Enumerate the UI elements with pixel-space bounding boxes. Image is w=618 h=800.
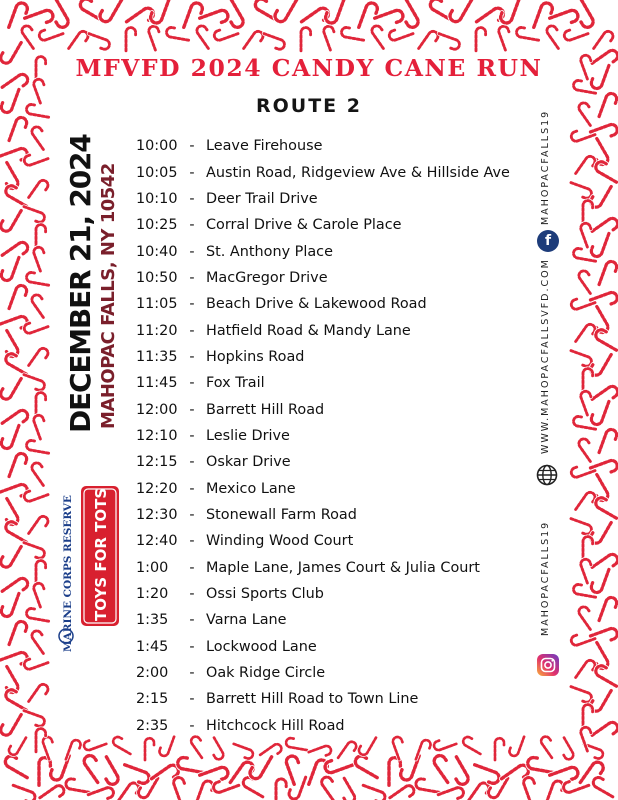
schedule-row xyxy=(136,317,536,343)
candy-cane-icon xyxy=(0,205,21,233)
stop-location: Austin Road, Ridgeview Ave & Hillside Ave xyxy=(206,164,510,181)
stop-location: Winding Wood Court xyxy=(206,533,354,550)
candy-cane-icon xyxy=(30,125,51,150)
stop-location: Maple Lane, James Court & Julia Court xyxy=(206,559,480,576)
candy-cane-icon xyxy=(415,778,441,792)
candy-cane-icon xyxy=(324,0,344,25)
stop-location: Ossi Sports Club xyxy=(206,586,324,603)
separator-dash: - xyxy=(189,322,195,339)
schedule-row xyxy=(136,238,536,264)
candy-cane-icon xyxy=(320,775,342,800)
stop-location: MacGregor Drive xyxy=(206,269,328,286)
facebook-handle[interactable]: MAHOPACFALLS19 xyxy=(540,109,551,225)
page-title: MFVFD 2024 CANDY CANE RUN xyxy=(75,54,543,82)
schedule-row xyxy=(136,713,536,739)
candy-cane-icon xyxy=(599,596,618,624)
candy-cane-icon xyxy=(26,440,51,453)
candy-cane-icon xyxy=(29,682,50,707)
candy-cane-icon xyxy=(570,462,595,479)
candy-cane-icon xyxy=(594,328,618,350)
separator-dash: - xyxy=(189,506,195,523)
candy-cane-icon xyxy=(4,520,32,542)
schedule-row xyxy=(136,186,536,212)
candy-cane-icon xyxy=(29,346,50,371)
schedule-row xyxy=(136,660,536,686)
candy-cane-icon xyxy=(599,428,618,456)
candy-cane-icon xyxy=(149,0,169,25)
stop-time: 11:35 xyxy=(136,348,178,365)
candy-cane-icon xyxy=(32,246,49,271)
schedule-row xyxy=(136,475,536,501)
stop-time: 12:10 xyxy=(136,427,178,444)
candy-cane-icon xyxy=(583,369,593,392)
stop-time: 12:30 xyxy=(136,506,178,523)
candy-cane-icon xyxy=(26,608,51,621)
toys-for-tots-wordmark xyxy=(81,486,119,626)
stop-location: Stonewall Farm Road xyxy=(206,506,357,523)
schedule-row xyxy=(136,555,536,581)
separator-dash: - xyxy=(189,559,195,576)
candy-cane-icon xyxy=(583,537,593,560)
globe-icon[interactable] xyxy=(536,464,558,486)
candy-cane-icon xyxy=(112,735,135,754)
candy-cane-icon xyxy=(83,735,107,751)
candy-cane-icon xyxy=(594,160,618,182)
stop-location: Leslie Drive xyxy=(206,427,290,444)
candy-cane-icon xyxy=(335,778,356,800)
candy-cane-icon xyxy=(145,738,154,760)
candy-cane-icon xyxy=(577,437,598,462)
stop-time: 1:00 xyxy=(136,559,169,576)
separator-dash: - xyxy=(189,138,195,155)
separator-dash: - xyxy=(189,269,195,286)
candy-cane-icon xyxy=(10,785,37,800)
schedule-row xyxy=(136,265,536,291)
stop-time: 2:00 xyxy=(136,665,169,682)
website-link[interactable]: WWW.MAHOPACFALLSVFD.COM xyxy=(540,258,551,454)
stop-location: Hopkins Road xyxy=(206,348,305,365)
stop-time: 1:20 xyxy=(136,586,169,603)
schedule-row xyxy=(136,449,536,475)
candy-cane-icon xyxy=(69,29,90,54)
candy-cane-icon xyxy=(285,737,308,750)
separator-dash: - xyxy=(189,243,195,260)
separator-dash: - xyxy=(189,427,195,444)
candy-cane-icon xyxy=(570,630,595,647)
candy-cane-icon xyxy=(590,398,609,426)
stop-time: 12:20 xyxy=(136,480,178,497)
stop-time: 11:05 xyxy=(136,296,178,313)
candy-cane-icon xyxy=(495,738,504,760)
stop-location: Mexico Lane xyxy=(206,480,296,497)
candy-cane-icon xyxy=(32,582,49,607)
candy-cane-icon xyxy=(30,293,51,318)
candy-cane-icon xyxy=(88,786,115,800)
candy-cane-icon xyxy=(29,514,50,539)
candy-cane-icon xyxy=(32,414,49,439)
stop-location: Barrett Hill Road xyxy=(206,401,325,418)
candy-cane-icon xyxy=(36,225,46,248)
candy-cane-icon xyxy=(546,780,564,800)
svg-text:MARINE CORPS RESERVE: MARINE CORPS RESERVE xyxy=(62,495,74,652)
stop-time: 10:40 xyxy=(136,243,178,260)
candy-cane-icon xyxy=(353,754,383,778)
candy-cane-icon xyxy=(590,230,609,258)
stop-location: Barrett Hill Road to Town Line xyxy=(206,691,419,708)
stop-time: 10:50 xyxy=(136,269,178,286)
candy-cane-icon xyxy=(568,183,593,200)
separator-dash: - xyxy=(189,348,195,365)
schedule-row xyxy=(136,634,536,660)
candy-cane-icon xyxy=(26,272,51,285)
candy-cane-icon xyxy=(568,687,593,704)
candy-cane-icon xyxy=(499,0,519,25)
toys-for-tots-logo xyxy=(54,476,124,656)
route-schedule xyxy=(136,133,536,739)
schedule-row xyxy=(136,212,536,238)
schedule-row xyxy=(136,607,536,633)
separator-dash: - xyxy=(189,665,195,682)
candy-cane-icon xyxy=(539,735,559,758)
stop-location: Beach Drive & Lakewood Road xyxy=(206,296,427,313)
candy-cane-icon xyxy=(360,785,387,800)
candy-cane-icon xyxy=(0,373,21,401)
stop-time: 10:10 xyxy=(136,190,178,207)
stop-location: Fox Trail xyxy=(206,375,265,392)
separator-dash: - xyxy=(189,454,195,471)
schedule-row xyxy=(136,133,536,159)
stop-location: Oskar Drive xyxy=(206,454,291,471)
candy-cane-icon xyxy=(579,558,596,583)
stop-location: St. Anthony Place xyxy=(206,243,333,260)
separator-dash: - xyxy=(189,586,195,603)
candy-cane-icon xyxy=(244,29,265,54)
candy-cane-icon xyxy=(497,25,514,50)
candy-cane-icon xyxy=(579,222,596,247)
event-date: DECEMBER 21, 2024 xyxy=(64,134,97,433)
candy-cane-icon xyxy=(432,753,457,782)
candy-cane-icon xyxy=(4,184,32,206)
candy-cane-icon xyxy=(273,0,297,24)
separator-dash: - xyxy=(189,691,195,708)
instagram-icon[interactable] xyxy=(537,654,559,676)
candy-cane-icon xyxy=(0,709,21,737)
candy-cane-icon xyxy=(9,452,28,480)
candy-cane-icon xyxy=(21,543,46,560)
candy-cane-icon xyxy=(579,390,596,415)
candy-cane-icon xyxy=(0,422,19,450)
candy-cane-icon xyxy=(390,784,416,800)
stop-time: 10:05 xyxy=(136,164,178,181)
candy-cane-icon xyxy=(9,620,28,648)
separator-dash: - xyxy=(189,638,195,655)
candy-cane-icon xyxy=(0,254,19,282)
separator-dash: - xyxy=(189,217,195,234)
candy-cane-icon xyxy=(7,733,26,756)
candy-cane-icon xyxy=(30,461,51,486)
candy-cane-icon xyxy=(599,260,618,288)
candy-cane-icon xyxy=(285,754,305,784)
candy-cane-icon xyxy=(65,778,91,792)
stop-location: Deer Trail Drive xyxy=(206,190,318,207)
schedule-row xyxy=(136,344,536,370)
event-location: MAHOPAC FALLS, NY 10542 xyxy=(98,163,119,429)
schedule-row xyxy=(136,528,536,554)
candy-cane-icon xyxy=(166,27,191,40)
schedule-row xyxy=(136,502,536,528)
marine-corps-reserve-text xyxy=(62,495,74,652)
candy-cane-icon xyxy=(0,590,19,618)
candy-cane-icon xyxy=(9,284,28,312)
stop-time: 12:15 xyxy=(136,454,178,471)
candy-cane-icon xyxy=(438,786,465,800)
candy-cane-icon xyxy=(98,0,122,24)
candy-cane-icon xyxy=(206,738,225,761)
candy-cane-icon xyxy=(341,27,366,40)
candy-cane-icon xyxy=(591,776,617,797)
separator-dash: - xyxy=(189,533,195,550)
schedule-row xyxy=(136,396,536,422)
candy-cane-icon xyxy=(590,566,609,594)
candy-cane-icon xyxy=(594,496,618,518)
schedule-row xyxy=(136,291,536,317)
stop-time: 11:20 xyxy=(136,322,178,339)
schedule-row xyxy=(136,581,536,607)
candy-cane-icon xyxy=(82,753,107,782)
candy-cane-icon xyxy=(36,393,46,416)
separator-dash: - xyxy=(189,296,195,313)
candy-cane-icon xyxy=(21,711,46,728)
candy-cane-icon xyxy=(522,776,540,800)
candy-cane-icon xyxy=(568,351,593,368)
candy-cane-icon xyxy=(592,552,618,576)
stop-time: 2:15 xyxy=(136,691,169,708)
stop-time: 12:40 xyxy=(136,533,178,550)
stop-location: Hatfield Road & Mandy Lane xyxy=(206,322,411,339)
candy-cane-icon xyxy=(36,561,46,584)
candy-cane-icon xyxy=(322,25,339,50)
candy-cane-icon xyxy=(9,116,28,144)
candy-cane-icon xyxy=(476,28,486,51)
candy-cane-icon xyxy=(419,29,440,54)
candy-cane-icon xyxy=(592,216,618,240)
separator-dash: - xyxy=(189,717,195,734)
stop-time: 12:00 xyxy=(136,401,178,418)
svg-text:TOYS FOR TOTS: TOYS FOR TOTS xyxy=(92,487,110,621)
separator-dash: - xyxy=(189,190,195,207)
stop-location: Hitchcock Hill Road xyxy=(206,717,345,734)
stop-time: 10:25 xyxy=(136,217,178,234)
candy-cane-icon xyxy=(21,207,46,224)
candy-cane-icon xyxy=(29,178,50,203)
candy-cane-icon xyxy=(4,352,32,374)
instagram-handle[interactable]: MAHOPACFALLS19 xyxy=(540,520,551,636)
candy-cane-icon xyxy=(577,269,598,294)
candy-cane-icon xyxy=(568,519,593,536)
stop-location: Oak Ridge Circle xyxy=(206,665,326,682)
candy-cane-icon xyxy=(570,294,595,311)
schedule-row xyxy=(136,686,536,712)
candy-cane-icon xyxy=(448,0,472,24)
candy-cane-icon xyxy=(4,688,32,710)
candy-cane-icon xyxy=(30,629,51,654)
candy-cane-icon xyxy=(0,541,21,569)
stop-time: 10:00 xyxy=(136,138,178,155)
schedule-row xyxy=(136,370,536,396)
candy-cane-icon xyxy=(276,779,286,800)
candy-cane-icon xyxy=(3,754,33,778)
candy-cane-icon xyxy=(592,384,618,408)
schedule-row xyxy=(136,423,536,449)
candy-cane-icon xyxy=(147,25,164,50)
candy-cane-icon xyxy=(172,776,190,800)
candy-cane-icon xyxy=(516,27,541,40)
stop-time: 2:35 xyxy=(136,717,169,734)
candy-cane-icon xyxy=(583,201,593,224)
stop-location: Leave Firehouse xyxy=(206,138,323,155)
candy-cane-icon xyxy=(126,28,136,51)
stop-time: 11:45 xyxy=(136,375,178,392)
separator-dash: - xyxy=(189,612,195,629)
candy-cane-icon xyxy=(21,375,46,392)
separator-dash: - xyxy=(189,401,195,418)
stop-location: Corral Drive & Carole Place xyxy=(206,217,402,234)
separator-dash: - xyxy=(189,375,195,392)
facebook-icon[interactable]: f xyxy=(537,230,559,252)
candy-cane-icon xyxy=(231,744,255,760)
separator-dash: - xyxy=(189,164,195,181)
stop-location: Lockwood Lane xyxy=(206,638,317,655)
candy-cane-icon xyxy=(301,28,311,51)
candy-cane-icon xyxy=(583,705,593,728)
separator-dash: - xyxy=(189,480,195,497)
candy-cane-icon xyxy=(556,738,575,761)
route-subtitle: ROUTE 2 xyxy=(256,95,362,117)
schedule-row xyxy=(136,159,536,185)
stop-location: Varna Lane xyxy=(206,612,287,629)
candy-cane-icon xyxy=(196,780,214,800)
candy-cane-icon xyxy=(40,784,66,800)
stop-time: 1:45 xyxy=(136,638,169,655)
candy-cane-icon xyxy=(592,720,618,744)
candy-cane-icon xyxy=(577,605,598,630)
stop-time: 1:35 xyxy=(136,612,169,629)
candy-cane-icon xyxy=(594,664,618,686)
candy-cane-icon xyxy=(570,126,595,143)
